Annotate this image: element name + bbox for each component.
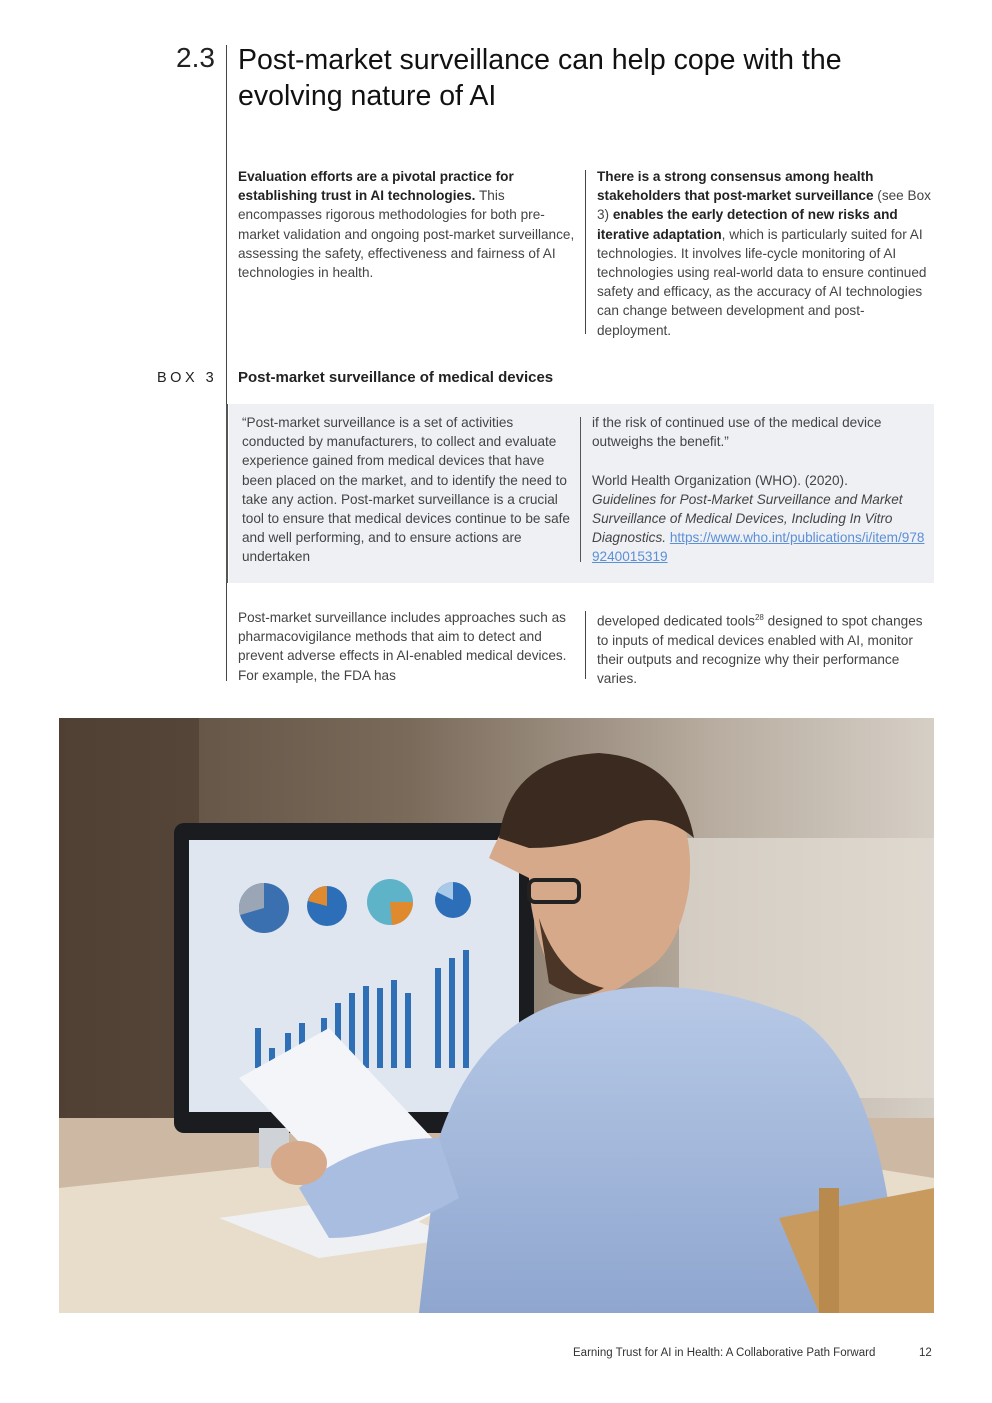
page-number: 12 — [919, 1347, 932, 1359]
body-col2-text-a: developed dedicated tools — [597, 613, 755, 629]
intro-col2-text: , which is particularly suited for AI technologies. It involves life-cycle monitoring of AI technologies using real-world data to ensure continued safety and efficacy, as the accuracy of AI technologies can change between development and post-deployment. — [597, 226, 927, 338]
photo-man-reviewing-charts — [59, 718, 934, 1313]
footer-title-bold: Earning Trust for AI in Health: — [573, 1347, 724, 1359]
footer-title — [573, 1347, 875, 1359]
box-quote-col1: “Post-market surveillance is a set of activities conducted by manufacturers, to collect and evaluate experience gained from medical devices that have been placed on the market, and to identify the need to take any action. Post-market surveillance is a crucial tool to ensure that medical devices continue to be safe and well performing, and to ensure actions are undertaken — [242, 415, 570, 565]
intro-col1-text: This encompasses rigorous methodologies for both pre-market validation and ongoing post-market surveillance, assessing the safety, effectiveness and fairness of AI technologies in health. — [238, 188, 575, 281]
intro-col2-bold2: enables the early detection of new risks and iterative adaptation — [597, 207, 898, 242]
box-label: BOX 3 — [157, 370, 218, 386]
box-rule — [226, 404, 228, 583]
body-col1: Post-market surveillance includes approaches such as pharmacovigilance methods that aim to detect and prevent adverse effects in AI-enabled medical devices. For example, the FDA has — [238, 610, 567, 683]
section-number: 2.3 — [176, 42, 215, 73]
intro-col2-text1: (see Box 3) — [597, 188, 931, 223]
citation-author: World Health Organization (WHO). (2020). — [592, 472, 848, 488]
footer-title-rest: A Collaborative Path Forward — [723, 1347, 876, 1359]
citation-link[interactable]: https://www.who.int/publications/i/item/9789240015319 — [592, 530, 925, 565]
intro-col1 — [238, 167, 578, 282]
body-col2-text-b: designed to spot changes to inputs of medical devices enabled with AI, monitor their outputs and recognize why their performance varies. — [597, 613, 923, 687]
column-divider — [585, 170, 586, 334]
box-title: Post-market surveillance of medical devices — [238, 369, 554, 386]
intro-col1-bold: Evaluation efforts are a pivotal practice for establishing trust in AI technologies. — [238, 169, 514, 204]
box-divider — [580, 417, 581, 562]
page-title: Post-market surveillance can help cope with the evolving nature of AI — [238, 44, 842, 112]
section-rule — [226, 45, 227, 681]
citation-title: Guidelines for Post-Market Surveillance and Market Surveillance of Medical Devices, Including In Vitro Diagnostics. — [592, 491, 903, 546]
body-divider — [585, 611, 586, 679]
body-col2 — [597, 608, 937, 688]
box-quote-end: if the risk of continued use of the medical device outweighs the benefit.” — [592, 415, 882, 450]
intro-col2-bold1: There is a strong consensus among health stakeholders that post-market surveillance — [597, 169, 874, 204]
intro-col2 — [597, 167, 937, 340]
footnote-ref[interactable]: 28 — [754, 613, 764, 622]
box-quote-col2 — [592, 413, 927, 567]
